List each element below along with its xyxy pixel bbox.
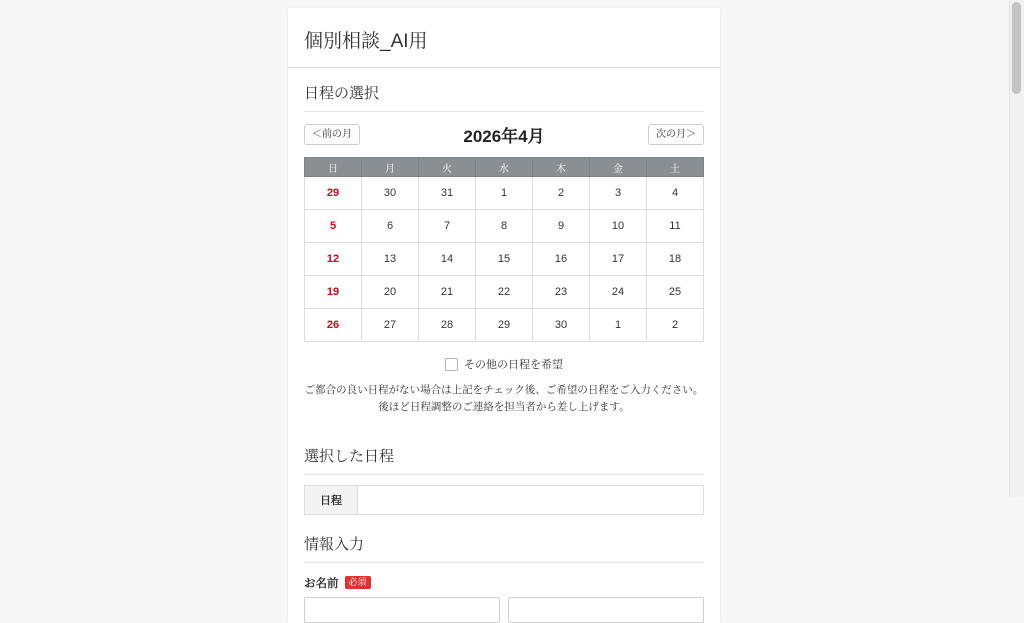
calendar-day-cell[interactable]: 29 (476, 309, 533, 342)
weekday-header-sat: 土 (647, 158, 704, 177)
calendar-day-cell[interactable]: 20 (362, 276, 419, 309)
schedule-section (288, 68, 720, 431)
calendar-day-cell[interactable]: 25 (647, 276, 704, 309)
calendar-day-cell[interactable]: 1 (590, 309, 647, 342)
calendar-day-cell[interactable]: 27 (362, 309, 419, 342)
calendar-day-cell[interactable]: 5 (305, 210, 362, 243)
name-input-group (304, 597, 704, 623)
calendar-day-cell[interactable]: 12 (305, 243, 362, 276)
scrollbar-thumb[interactable] (1012, 2, 1021, 94)
calendar-day-cell[interactable]: 10 (590, 210, 647, 243)
calendar-day-cell[interactable]: 15 (476, 243, 533, 276)
selected-schedule-row-value (358, 485, 704, 514)
name-last-input[interactable] (304, 597, 500, 623)
calendar-day-cell[interactable]: 22 (476, 276, 533, 309)
calendar-day-cell[interactable]: 8 (476, 210, 533, 243)
schedule-section-heading: 日程の選択 (304, 68, 704, 112)
calendar-day-cell[interactable]: 2 (533, 177, 590, 210)
weekday-header-fri: 金 (590, 158, 647, 177)
calendar-day-cell[interactable]: 30 (362, 177, 419, 210)
calendar-day-cell[interactable]: 24 (590, 276, 647, 309)
calendar-day-cell[interactable]: 16 (533, 243, 590, 276)
name-first-input[interactable] (508, 597, 704, 623)
calendar-day-cell[interactable]: 23 (533, 276, 590, 309)
calendar-day-cell[interactable]: 18 (647, 243, 704, 276)
calendar-table (304, 157, 704, 342)
calendar-day-cell[interactable]: 11 (647, 210, 704, 243)
calendar-day-cell[interactable]: 30 (533, 309, 590, 342)
calendar-current-month: 2026年4月 (463, 127, 545, 146)
calendar-day-cell[interactable]: 4 (647, 177, 704, 210)
page-scrollbar[interactable] (1009, 0, 1024, 497)
calendar-day-cell[interactable]: 17 (590, 243, 647, 276)
selected-schedule-section (288, 431, 720, 515)
calendar-week-row (305, 243, 704, 276)
calendar-day-cell[interactable]: 7 (419, 210, 476, 243)
prev-month-button[interactable]: ＜前の月 (304, 124, 360, 145)
calendar-day-cell[interactable]: 28 (419, 309, 476, 342)
weekday-header-wed: 水 (476, 158, 533, 177)
schedule-note (304, 382, 704, 431)
calendar-week-row (305, 177, 704, 210)
calendar-day-cell[interactable]: 3 (590, 177, 647, 210)
weekday-header-tue: 火 (419, 158, 476, 177)
calendar (304, 112, 704, 342)
calendar-day-cell[interactable]: 26 (305, 309, 362, 342)
selected-schedule-heading: 選択した日程 (304, 431, 704, 475)
other-date-label: その他の日程を希望 (464, 359, 563, 371)
table-row (305, 485, 704, 514)
next-month-button[interactable]: 次の月＞ (648, 124, 704, 145)
calendar-day-cell[interactable]: 1 (476, 177, 533, 210)
selected-schedule-table (304, 485, 704, 515)
other-date-option[interactable] (304, 342, 704, 382)
other-date-checkbox[interactable] (445, 358, 458, 371)
name-field-label: お名前 (304, 577, 339, 590)
calendar-day-cell[interactable]: 6 (362, 210, 419, 243)
calendar-day-cell[interactable]: 9 (533, 210, 590, 243)
calendar-week-row (305, 276, 704, 309)
weekday-header-mon: 月 (362, 158, 419, 177)
form-card (288, 8, 720, 623)
calendar-header-row (305, 158, 704, 177)
weekday-header-sun: 日 (305, 158, 362, 177)
calendar-nav (304, 122, 704, 157)
page-title: 個別相談_AI用 (288, 8, 720, 68)
calendar-day-cell[interactable]: 31 (419, 177, 476, 210)
required-badge: 必須 (345, 576, 371, 590)
weekday-header-thu: 木 (533, 158, 590, 177)
schedule-note-line1: ご都合の良い日程がない場合は上記をチェック後、ご希望の日程をご入力ください。 (304, 384, 704, 396)
selected-schedule-row-label: 日程 (305, 485, 358, 514)
calendar-day-cell[interactable]: 29 (305, 177, 362, 210)
name-field-label-row (304, 563, 704, 597)
calendar-day-cell[interactable]: 19 (305, 276, 362, 309)
calendar-week-row (305, 309, 704, 342)
info-section (288, 519, 720, 623)
calendar-day-cell[interactable]: 2 (647, 309, 704, 342)
calendar-week-row (305, 210, 704, 243)
calendar-day-cell[interactable]: 21 (419, 276, 476, 309)
schedule-note-line2: 後ほど日程調整のご連絡を担当者から差し上げます。 (378, 401, 630, 414)
calendar-day-cell[interactable]: 14 (419, 243, 476, 276)
info-section-heading: 情報入力 (304, 519, 704, 563)
calendar-day-cell[interactable]: 13 (362, 243, 419, 276)
